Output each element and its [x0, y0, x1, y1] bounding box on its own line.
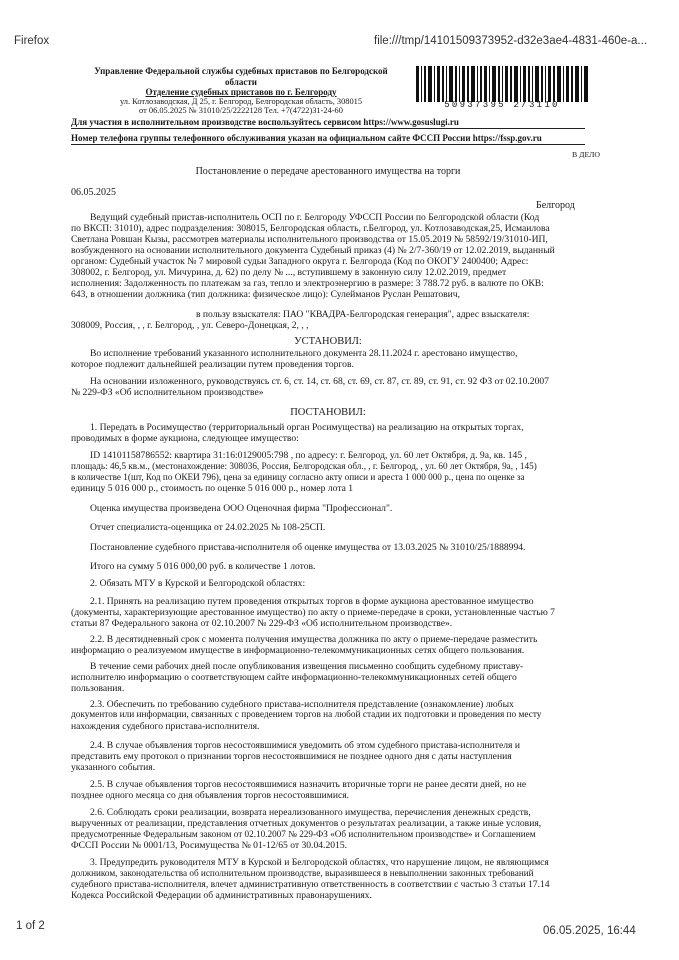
phone-notice: Номер телефона группы телефонного обслуживания указан на официальном сайте ФССП России https://fssp.gov.ru	[71, 133, 542, 143]
department-address: ул. Котлозаводская, Д 25, г. Белгород, Белгородская область, 308015	[119, 97, 363, 106]
text-line: В течение семи рабочих дней после опубликования извещения письменно сообщить судебному приставу-	[90, 661, 524, 672]
barcode-number: 50937395 2/3110	[444, 100, 560, 110]
text-line: 3. Предупредить руководителя МТУ в Курской и Белгородской областях, что нарушение лицом, не являющимся	[90, 857, 549, 868]
text-line: 2.1. Принять на реализацию путем проведения открытых торгов в форме аукциона арестованное имущество	[90, 596, 534, 607]
text-line: № 229-ФЗ «Об исполнительном производстве»	[71, 387, 264, 398]
total-sum: Итого на сумму 5 016 000,00 руб. в количестве 1 лотов.	[90, 561, 316, 572]
text-line: (документы, характеризующие арестованное имущество) по акту о приеме-передаче в сроки, установленные частью 7	[71, 607, 555, 618]
header-divider-2	[71, 144, 585, 145]
text-line: ID 14101158786552: квартира 31:16:0129005:798 , по адресу: г. Белгород, ул. 60 лет Октября, д. 9а, кв. 145 ,	[90, 450, 527, 461]
text-line: 2.2. В десятидневный срок с момента получения имущества должника по акту о приеме-передаче разместить	[90, 634, 538, 645]
document-title: Постановление о передаче арестованного имущества на торги	[195, 166, 461, 177]
text-line: предусмотренные Федеральным законом от 02.10.2007 № 229-ФЗ «Об исполнительном производстве» и Соглашением	[71, 829, 536, 839]
text-line: Во исполнение требований указанного исполнительного документа 28.11.2024 г. арестовано имущество,	[90, 348, 518, 359]
ustanovil-heading: УСТАНОВИЛ:	[294, 336, 362, 347]
gosuslugi-notice: Для участия в исполнительном производстве воспользуйтесь сервисом https://www.gosuslugi.ru	[71, 117, 459, 127]
print-datetime: 06.05.2025, 16:44	[543, 925, 636, 937]
estimate-decision: Постановление судебного пристава-исполнителя об оценке имущества от 13.03.2025 № 31010/25/1888994.	[90, 542, 526, 553]
browser-url: file:///tmp/14101509373952-d32e3ae4-4831-460e-a...	[374, 35, 648, 47]
estimate-firm: Оценка имущества произведена ООО Оценочная фирма "Профессионал".	[90, 503, 393, 514]
text-line: которое подлежит дальнейшей реализации путем проведения торгов.	[71, 359, 354, 370]
barcode	[416, 66, 588, 102]
text-line: органом: Судебный участок № 7 мировой судьи Западного округа г. Белгорода (Код по ОКОГУ 2400400; Адрес:	[71, 256, 529, 267]
creditor-address: 308009, Россия, , , г. Белгород, , ул. Северо-Донецкая, 2, , ,	[71, 320, 309, 331]
text-line: Кодекса Российской Федерации об административных правонарушениях.	[71, 890, 372, 901]
postanovil-heading: ПОСТАНОВИЛ:	[290, 407, 366, 418]
text-line: 2.6. Соблюдать сроки реализации, возврата нереализованного имущества, перечисления денежных средств,	[90, 807, 531, 818]
org-line-1: Управление Федеральной службы судебных приставов по Белгородской	[94, 66, 388, 76]
text-line: 2.4. В случае объявления торгов несостоявшимися уведомить об этом судебного пристава-исполнителя и	[90, 740, 520, 751]
page-indicator: 1 of 2	[16, 920, 45, 932]
text-line: 2.5. В случае объявления торгов несостоявшимися назначить вторичные торги не ранее десяти дней, но не	[90, 779, 527, 790]
text-line: 2.3. Обеспечить по требованию судебного пристава-исполнителя представление (ознакомление) любых	[90, 699, 514, 710]
text-line: судебного пристава-исполнителя, влечет административную ответственность в соответствии с частью 3 статьи 17.14	[71, 879, 550, 890]
text-line: вырученных от реализации, представления отчетных документов о результатах реализации, а также иные условия,	[71, 818, 542, 829]
text-line: Светлана Ровшан Кызы, рассмотрев материалы исполнительного производства от 15.05.2019 № 58592/19/31010-ИП,	[71, 234, 548, 245]
text-line: ФССП России № 0001/13, Росимущества № 01-12/65 от 30.04.2015.	[71, 840, 348, 851]
browser-app-name: Firefox	[14, 35, 50, 47]
text-line: исполнителю информацию о соответствующем сайте информационно-телекоммуникационных сетей общего	[71, 672, 517, 683]
creditor-line: в пользу взыскателя: ПАО "КВАДРА-Белгородская генерация", адрес взыскателя:	[196, 309, 530, 320]
department-name: Отделение судебных приставов по г. Белгороду	[145, 87, 337, 97]
text-line: возбужденного на основании исполнительного документа Судебный приказ (4) № 2/7-360/19 от 12.02.2019, выданный	[71, 245, 555, 256]
text-line: статьи 87 Федерального закона от 02.10.2007 № 229-ФЗ «Об исполнительном производстве».	[71, 618, 453, 629]
text-line: пользования.	[71, 683, 125, 694]
text-line: информацию о реализуемом имуществе в информационно-телекоммуникационных сетях общего пользования.	[71, 645, 525, 656]
document-reference: от 06.05.2025 № 31010/25/2222128 Тел. +7(4722)31-24-60	[139, 106, 343, 115]
org-name	[71, 66, 411, 87]
text-line: должником, законодательства об исполнительном производстве, выразившееся в невыполнении законных требований	[71, 868, 534, 878]
text-line: документов или информации, связанных с проведением торгов на любой стадии их подготовки и проведения по месту	[71, 710, 542, 720]
text-line: в количестве 1(шт, Код по ОКЕИ 796), цена за единицу согласно акту описи и ареста 1 000 000 р., цена по оценке за	[71, 472, 525, 482]
header-divider	[71, 128, 585, 129]
v-delo-stamp: В ДЕЛО	[572, 150, 601, 159]
org-line-2: области	[225, 76, 257, 87]
text-line: позднее одного месяца со дня объявления торгов несостоявшимися.	[71, 790, 350, 801]
text-line: 643, в отношении должника (тип должника: физическое лицо): Сулейманов Руслан Решатович,	[71, 289, 461, 300]
text-line: нахождения судебного пристава-исполнителя.	[71, 721, 260, 732]
text-line: по ВКСП: 31010), адрес подразделения: 308015, Белгородская область, г.Белгород, ул. Котлозаводская,25, Исмаилова	[71, 223, 550, 234]
text-line: площадь: 46,5 кв.м., (местонахождение: 308036, Россия, Белгородская обл., , г. Белгород, , ул. 60 лет Октября, 9а, , 145)	[71, 461, 537, 471]
text-line: 1. Передать в Росимущество (территориальный орган Росимущества) на реализацию на открытых торгах,	[90, 422, 524, 433]
document-date: 06.05.2025	[71, 187, 116, 198]
document-city: Белгород	[536, 200, 575, 211]
text-line: проводимых в форме аукциона, следующее имущество:	[71, 433, 299, 444]
estimate-report: Отчет специалиста-оценщика от 24.02.2025 № 108-25СП.	[90, 522, 326, 533]
text-line: На основании изложенного, руководствуясь ст. 6, ст. 14, ст. 68, ст. 69, ст. 87, ст. 89, ст. 91, ст. 92 ФЗ от 02.10.2007	[90, 376, 549, 387]
text-line: указанного события.	[71, 762, 156, 773]
paragraph-2: 2. Обязать МТУ в Курской и Белгородской областях:	[90, 578, 306, 589]
text-line: 308002, г. Белгород, ул. Мичурина, д. 62) по делу № ..., вступившему в законную силу 12.02.2019, предмет	[71, 267, 507, 278]
text-line: единицу 5 016 000 р., стоимость по оценке 5 016 000 р., номер лота 1	[71, 483, 354, 494]
text-line: Ведущий судебный пристав-исполнитель ОСП по г. Белгороду УФССП России по Белгородской области (Код	[90, 212, 540, 223]
text-line: представить ему протокол о признании торгов несостоявшимися не позднее одного дня с даты наступления	[71, 751, 512, 762]
text-line: исполнения: Задолженность по платежам за газ, тепло и электроэнергию в размере: 3 788.72 руб. в валюте по ОКВ:	[71, 278, 544, 289]
